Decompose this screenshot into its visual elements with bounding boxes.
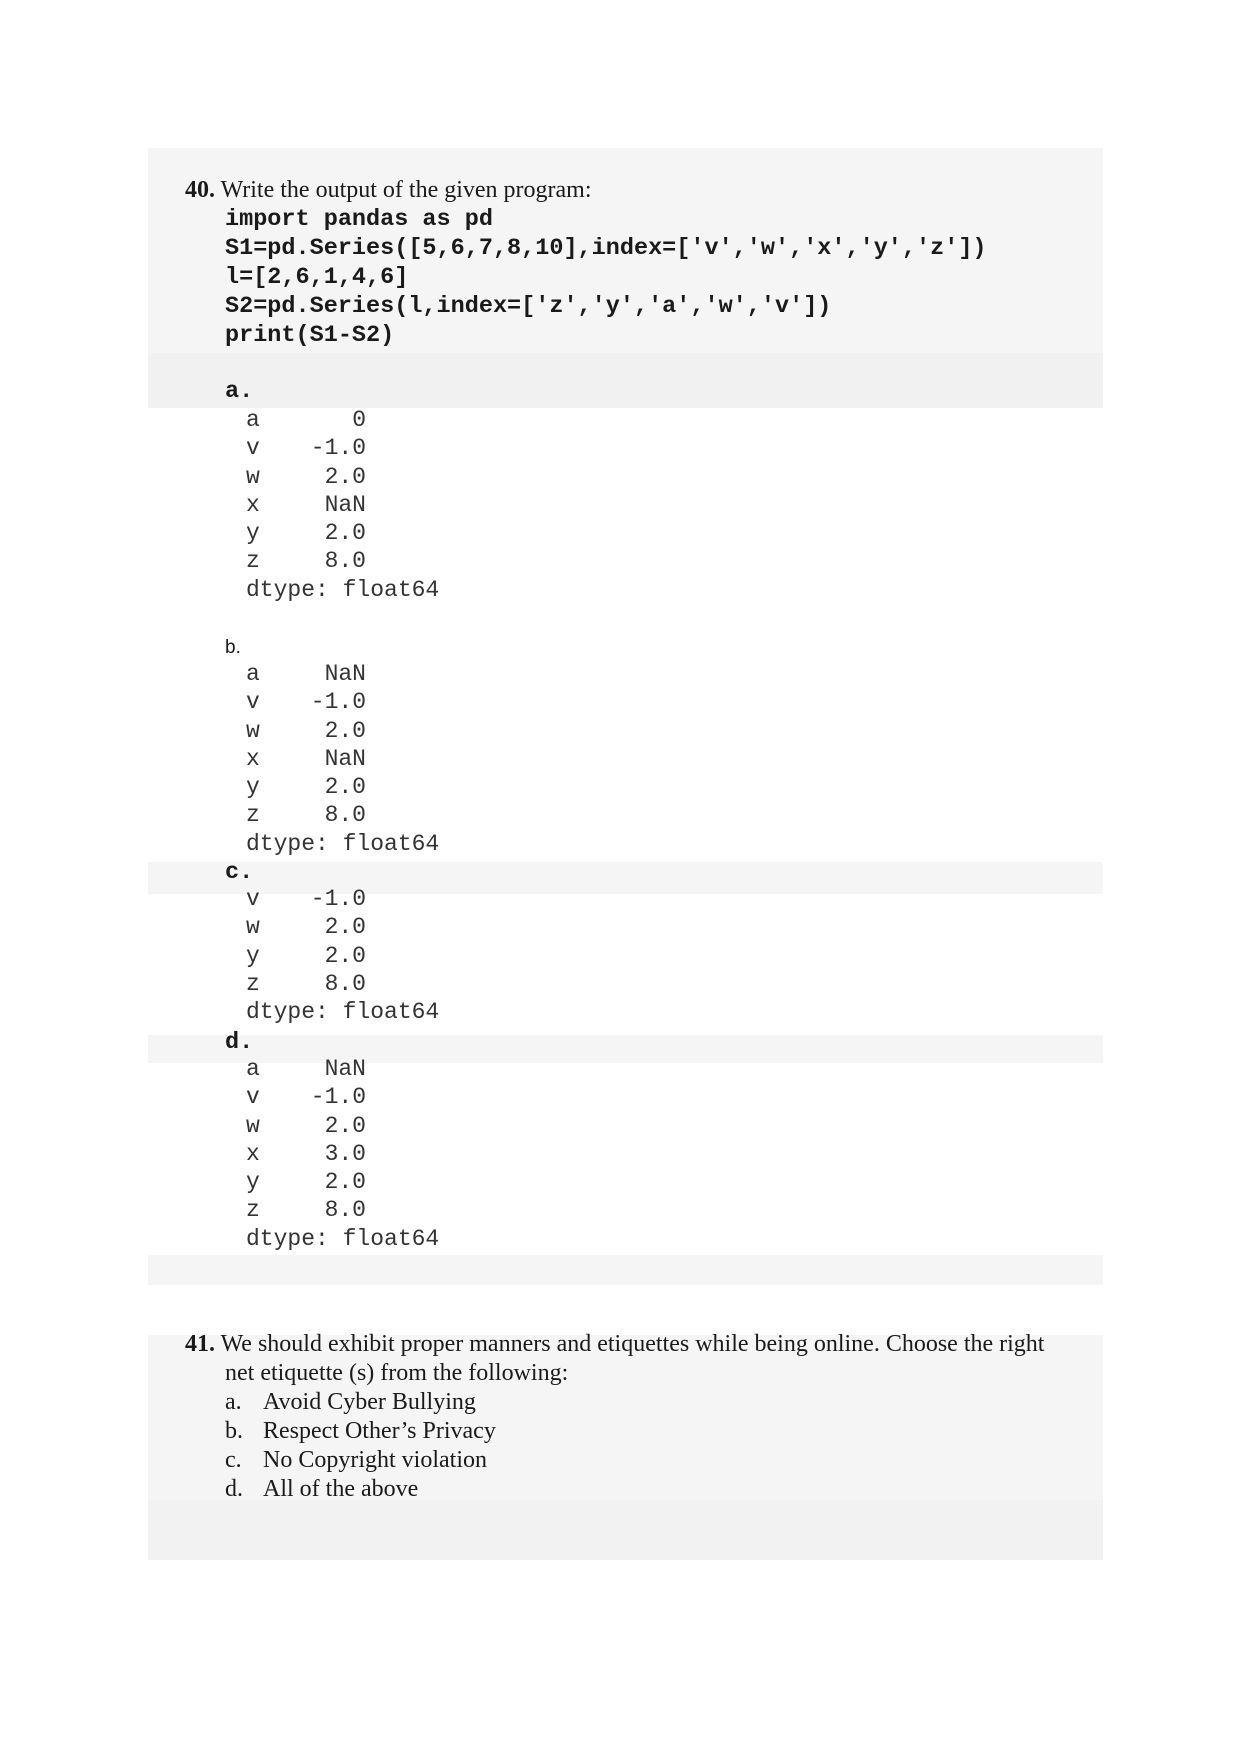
option-d-output [246,1055,439,1253]
option-b-output [246,660,439,858]
dtype-line: dtype: float64 [246,830,440,857]
output-row: z 8.0 [246,548,366,575]
choice-item: d. All of the above [225,1476,419,1502]
choice-item: a. Avoid Cyber Bullying [225,1389,476,1415]
question-prompt: Write the output of the given program: [220,177,592,203]
output-row: z 8.0 [246,970,366,997]
option-b-label: b. [225,637,241,658]
shade-band-code-end [148,353,1103,408]
output-row: w 2.0 [246,914,366,941]
output-row: y 2.0 [246,942,366,969]
question-prompt-line1: We should exhibit proper manners and etiquettes while being online. Choose the right [220,1331,1045,1357]
question-number: 40. [185,177,215,203]
output-row: x NaN [246,745,366,772]
output-row: z 8.0 [246,1197,366,1224]
output-row: y 2.0 [246,520,366,547]
output-row: x 3.0 [246,1140,366,1167]
option-c-label: c. [225,859,254,886]
option-a-label: a. [225,378,254,405]
output-row: z 8.0 [246,802,366,829]
output-row: v -1.0 [246,1084,366,1111]
shade-band-q40-end [148,1255,1103,1285]
output-row: y 2.0 [246,1169,366,1196]
output-row: w 2.0 [246,1112,366,1139]
shade-band-q41-end [148,1500,1103,1560]
dtype-line: dtype: float64 [246,999,440,1026]
question-number: 41. [185,1331,215,1357]
output-row: v -1.0 [246,689,366,716]
dtype-line: dtype: float64 [246,576,440,603]
output-row: a 0 [246,407,366,433]
output-row: w 2.0 [246,717,366,744]
option-d-label: d. [225,1029,254,1056]
question-41-heading [185,1330,1044,1359]
question-41-choices [225,1388,496,1504]
option-a-output [246,406,439,604]
choice-item: b. Respect Other’s Privacy [225,1418,496,1444]
output-row: w 2.0 [246,463,366,490]
question-prompt-line2: net etiquette (s) from the following: [225,1360,569,1386]
output-row: v -1.0 [246,435,366,462]
output-row: v -1.0 [246,886,366,912]
dtype-line: dtype: float64 [246,1225,440,1252]
option-c-output [246,885,439,1026]
output-row: x NaN [246,491,366,518]
question-40-heading [185,176,592,205]
choice-item: c. No Copyright violation [225,1447,487,1473]
output-row: y 2.0 [246,774,366,801]
output-row: a NaN [246,661,366,687]
code-block: import pandas as pd S1=pd.Series([5,6,7,8,10],index=['v','w','x','y','z']) l=[2,6,1,4,6] S2=pd.Series(l,index=['z','y','a','w','v']) print(S1-S2) [225,206,987,349]
output-row: a NaN [246,1056,366,1082]
